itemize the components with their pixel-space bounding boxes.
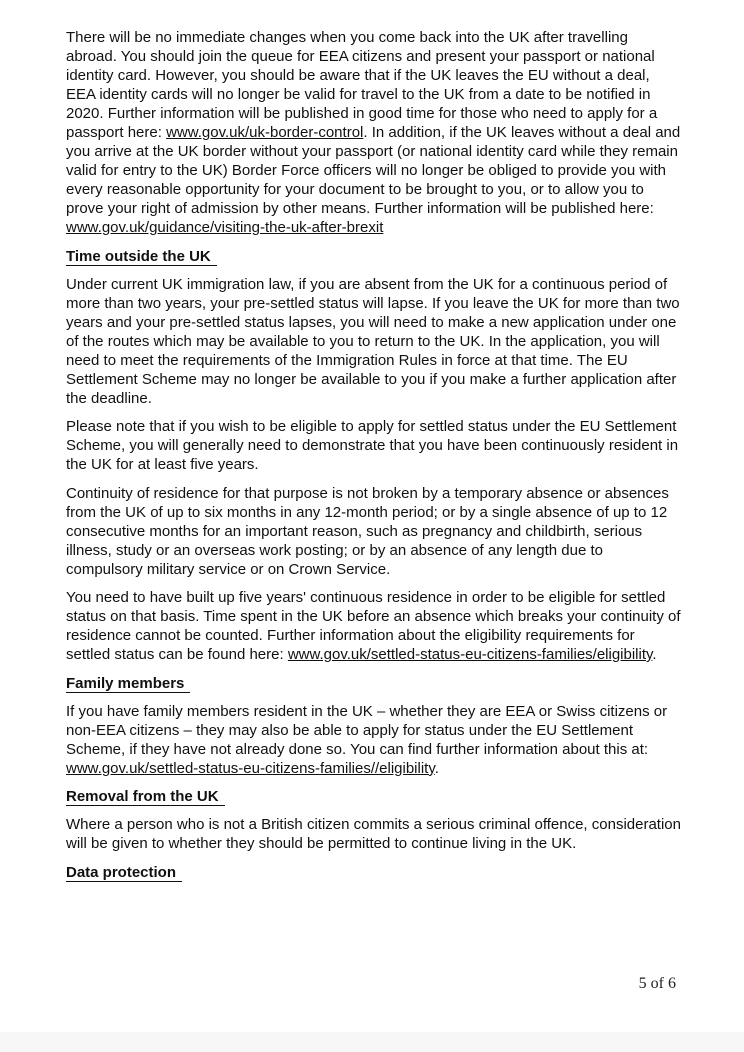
section-heading	[66, 247, 682, 266]
page-number: 5 of 6	[638, 975, 676, 992]
paragraph	[66, 815, 682, 853]
section-heading-text: Data protection	[66, 864, 182, 882]
paragraph-text: Continuity of residence for that purpose is not broken by a temporary absence or absences from the UK of up to six months in any 12-month period; or by a single absence of up to 12 consecutive months for an important reason, such as pregnancy and childbirth, serious illness, study or an overseas work posting; or by an absence of any length due to compulsory military service or on Crown Service.	[66, 484, 669, 578]
section-heading-text: Time outside the UK	[66, 248, 217, 266]
section-heading-text: Family members	[66, 675, 190, 693]
paragraph-text: Under current UK immigration law, if you are absent from the UK for a continuous period of more than two years, your pre-settled status will lapse. If you leave the UK for more than two years and your pre-settled status lapses, you will need to make a new application under one of the routes which may be available to you to return to the UK. In the application, you will need to meet the requirements of the Immigration Rules in force at that time. The EU Settlement Scheme may no longer be available to you if you make a further application after the deadline.	[66, 275, 680, 407]
hyperlink[interactable]: www.gov.uk/settled-status-eu-citizens-families/eligibility	[287, 646, 653, 663]
page-edge-shadow	[0, 1032, 744, 1052]
section-heading	[66, 787, 682, 806]
section-heading-text: Removal from the UK	[66, 788, 225, 806]
paragraph	[66, 702, 682, 778]
paragraph	[66, 275, 682, 408]
paragraph	[66, 28, 682, 237]
hyperlink[interactable]: www.gov.uk/uk-border-control	[166, 124, 364, 141]
paragraph-text: If you have family members resident in the UK – whether they are EEA or Swiss citizens or non-EEA citizens – they may also be able to apply for status under the EU Settlement Scheme, if they have not already done so. You can find further information about this at:	[66, 702, 668, 758]
paragraph-text: Where a person who is not a British citizen commits a serious criminal offence, consideration will be given to whether they should be permitted to continue living in the UK.	[66, 816, 681, 852]
paragraph-text: .	[434, 759, 439, 777]
section-heading	[66, 863, 682, 882]
paragraph-text: You need to have built up five years' continuous residence in order to be eligible for settled status on that basis. Time spent in the UK before an absence which breaks your continuity of residence cannot be counted. Further information about the eligibility requirements for settled status can be found here:	[66, 589, 681, 663]
hyperlink[interactable]: www.gov.uk/settled-status-eu-citizens-families//eligibility	[66, 759, 435, 777]
paragraph-text: .	[652, 646, 657, 663]
document-body	[66, 28, 682, 891]
paragraph	[66, 417, 682, 474]
paragraph-text: Please note that if you wish to be eligible to apply for settled status under the EU Settlement Scheme, you will generally need to demonstrate that you have been continuously resident in the UK for at least five years.	[66, 418, 679, 473]
paragraph	[66, 484, 682, 579]
paragraph-text: . In addition, if the UK leaves without a deal and you arrive at the UK border without your passport (or national identity card while they remain valid for entry to the UK) Border Force officers will no longer be obliged to provide you with every reasonable opportunity for your document to be brought to you, or to allow you to prove your right of admission by other means. Further information will be published here:	[66, 124, 681, 217]
paragraph-text: There will be no immediate changes when you come back into the UK after travelling abroad. You should join the queue for EEA citizens and present your passport or national identity card. However, you should be aware that if the UK leaves the EU without a deal, EEA identity cards will no longer be valid for travel to the UK from a date to be notified in 2020. Further information will be published in good time for those who need to apply for a passport here:	[66, 29, 658, 141]
hyperlink[interactable]: www.gov.uk/guidance/visiting-the-uk-after-brexit	[66, 219, 384, 236]
section-heading	[66, 674, 682, 693]
paragraph	[66, 588, 682, 664]
